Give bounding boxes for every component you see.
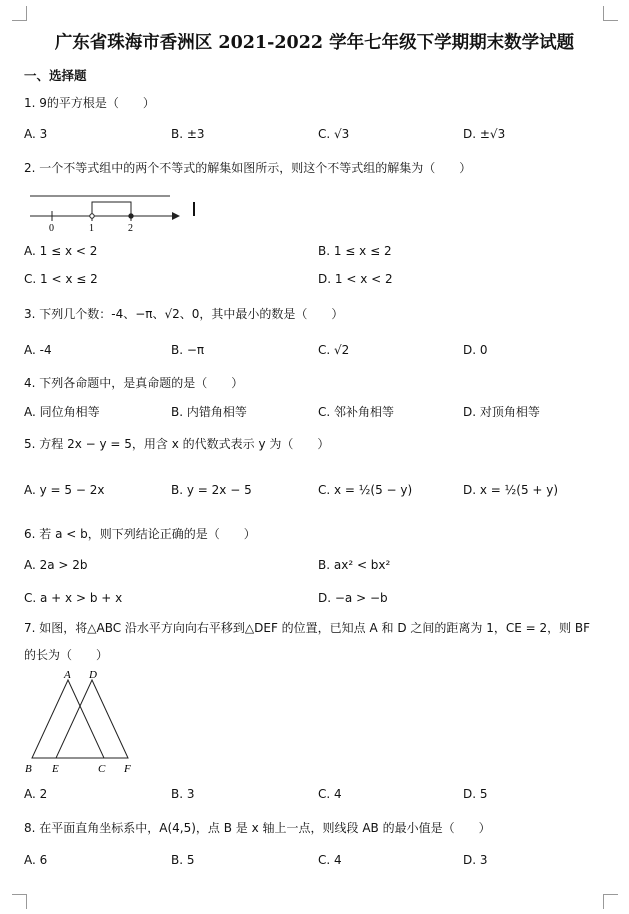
page-title: 广东省珠海市香洲区 2021-2022 学年七年级下学期期末数学试题 bbox=[54, 33, 575, 53]
section-heading: 一、选择题 bbox=[24, 68, 87, 83]
question-5-stem: 5. 方程 2x − y = 5，用含 x 的代数式表示 y 为（ ） bbox=[24, 437, 330, 451]
question-8-stem: 8. 在平面直角坐标系中，A(4,5)，点 B 是 x 轴上一点，则线段 AB 的最小值是（ ） bbox=[24, 821, 491, 835]
q4-option-c[interactable]: C. 邻补角相等 bbox=[318, 405, 395, 419]
q6-option-d[interactable]: D. −a > −b bbox=[318, 591, 388, 605]
label-e: E bbox=[52, 763, 59, 775]
translation-triangles-figure bbox=[22, 666, 142, 776]
corner-mark-bottom-left bbox=[12, 894, 27, 909]
corner-mark-top-left bbox=[12, 6, 27, 21]
corner-mark-top-right bbox=[603, 6, 618, 21]
q1-option-b[interactable]: B. ±3 bbox=[171, 127, 205, 141]
question-2-stem: 2. 一个不等式组中的两个不等式的解集如图所示，则这个不等式组的解集为（ ） bbox=[24, 161, 472, 175]
label-a: A bbox=[64, 669, 71, 681]
q6-option-b[interactable]: B. ax² < bx² bbox=[318, 558, 391, 572]
q6-option-a[interactable]: A. 2a > 2b bbox=[24, 558, 88, 572]
q1-option-a[interactable]: A. 3 bbox=[24, 127, 48, 141]
q2-option-a[interactable]: A. 1 ≤ x < 2 bbox=[24, 244, 98, 258]
q2-option-b[interactable]: B. 1 ≤ x ≤ 2 bbox=[318, 244, 392, 258]
label-b: B bbox=[25, 763, 32, 775]
q8-option-a[interactable]: A. 6 bbox=[24, 853, 48, 867]
tick-label-1: 1 bbox=[89, 223, 94, 234]
label-f: F bbox=[124, 763, 131, 775]
q5-option-d[interactable]: D. x = ½(5 + y) bbox=[463, 483, 559, 497]
q7-option-a[interactable]: A. 2 bbox=[24, 787, 48, 801]
q2-option-c[interactable]: C. 1 < x ≤ 2 bbox=[24, 272, 98, 286]
q4-option-b[interactable]: B. 内错角相等 bbox=[171, 405, 247, 419]
question-7-stem-line-1: 7. 如图，将△ABC 沿水平方向向右平移到△DEF 的位置，已知点 A 和 D 之间的距离为 1，CE = 2，则 BF bbox=[24, 621, 591, 635]
q1-option-d[interactable]: D. ±√3 bbox=[463, 127, 506, 141]
q3-option-c[interactable]: C. √2 bbox=[318, 343, 350, 357]
question-7-stem-line-2: 的长为（ ） bbox=[24, 648, 109, 662]
q4-option-a[interactable]: A. 同位角相等 bbox=[24, 405, 100, 419]
q5-option-b[interactable]: B. y = 2x − 5 bbox=[171, 483, 252, 497]
q1-option-c[interactable]: C. √3 bbox=[318, 127, 350, 141]
q7-option-b[interactable]: B. 3 bbox=[171, 787, 195, 801]
question-1-stem: 1. 9的平方根是（ ） bbox=[24, 96, 155, 110]
q7-option-c[interactable]: C. 4 bbox=[318, 787, 342, 801]
q3-option-d[interactable]: D. 0 bbox=[463, 343, 488, 357]
q5-option-a[interactable]: A. y = 5 − 2x bbox=[24, 483, 105, 497]
q2-option-d[interactable]: D. 1 < x < 2 bbox=[318, 272, 393, 286]
tick-label-0: 0 bbox=[49, 223, 54, 234]
q4-option-d[interactable]: D. 对顶角相等 bbox=[463, 405, 540, 419]
q5-option-c[interactable]: C. x = ½(5 − y) bbox=[318, 483, 413, 497]
number-line-figure bbox=[26, 190, 216, 236]
q8-option-b[interactable]: B. 5 bbox=[171, 853, 195, 867]
q8-option-d[interactable]: D. 3 bbox=[463, 853, 488, 867]
tick-label-2: 2 bbox=[128, 223, 133, 234]
q3-option-b[interactable]: B. −π bbox=[171, 343, 205, 357]
q7-option-d[interactable]: D. 5 bbox=[463, 787, 488, 801]
label-c: C bbox=[98, 763, 106, 775]
corner-mark-bottom-right bbox=[603, 894, 618, 909]
label-d: D bbox=[89, 669, 97, 681]
question-6-stem: 6. 若 a < b，则下列结论正确的是（ ） bbox=[24, 527, 256, 541]
question-4-stem: 4. 下列各命题中，是真命题的是（ ） bbox=[24, 376, 244, 390]
q3-option-a[interactable]: A. -4 bbox=[24, 343, 52, 357]
q8-option-c[interactable]: C. 4 bbox=[318, 853, 342, 867]
question-3-stem: 3. 下列几个数：-4、−π、√2、0，其中最小的数是（ ） bbox=[24, 307, 344, 321]
q6-option-c[interactable]: C. a + x > b + x bbox=[24, 591, 123, 605]
